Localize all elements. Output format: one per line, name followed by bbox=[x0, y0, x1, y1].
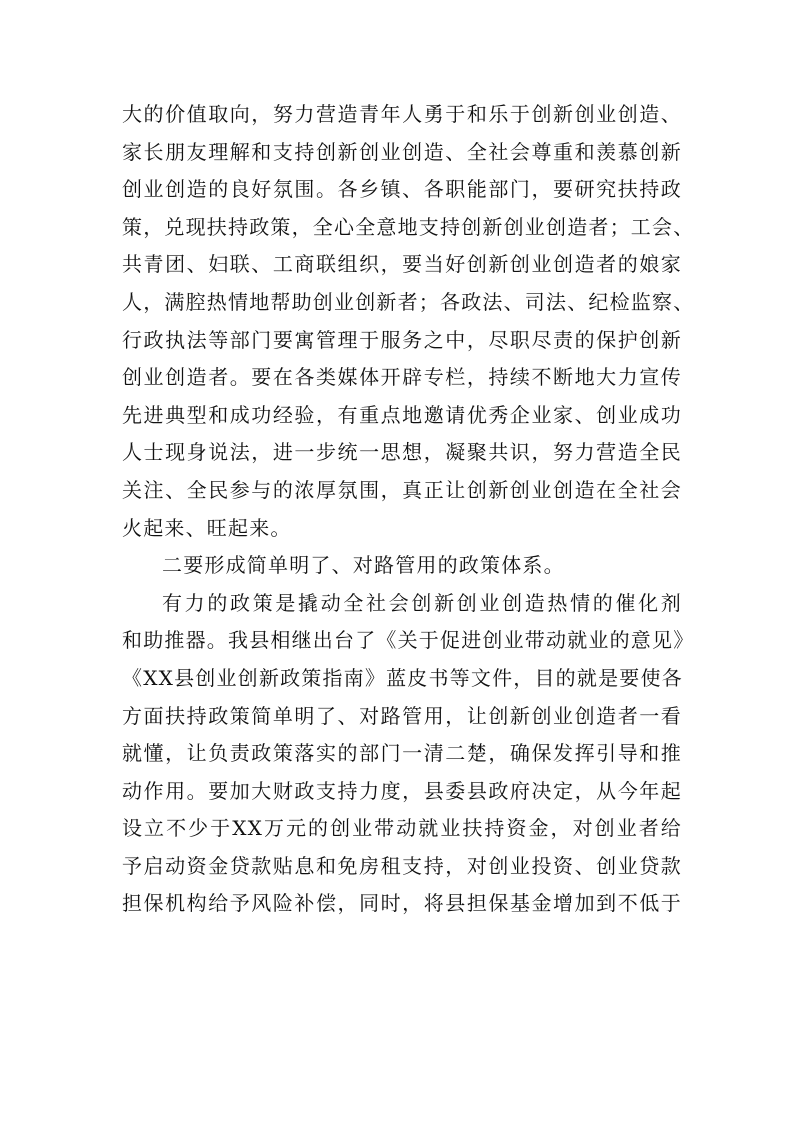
text-line: 设立不少于XX万元的创业带动就业扶持资金，对创业者给 bbox=[122, 816, 682, 841]
text-line: 予启动资金贷款贴息和免房租支持，对创业投资、创业贷款 bbox=[122, 853, 682, 878]
text-line: 和助推器。我县相继出台了《关于促进创业带动就业的意见》 bbox=[122, 628, 695, 653]
text-line: 行政执法等部门要寓管理于服务之中，尽职尽责的保护创新 bbox=[122, 327, 682, 352]
text-line: 《XX县创业创新政策指南》蓝皮书等文件，目的就是要使各 bbox=[122, 665, 683, 690]
text-line: 方面扶持政策简单明了、对路管用，让创新创业创造者一看 bbox=[122, 703, 682, 728]
text-line: 火起来、旺起来。 bbox=[122, 515, 292, 540]
text-line: 家长朋友理解和支持创新创业创造、全社会尊重和羡慕创新 bbox=[122, 139, 682, 164]
text-line: 创业创造的良好氛围。各乡镇、各职能部门，要研究扶持政 bbox=[122, 177, 682, 202]
text-line: 动作用。要加大财政支持力度，县委县政府决定，从今年起 bbox=[122, 778, 682, 803]
paragraph-first-line: 有力的政策是撬动全社会创新创业创造热情的催化剂 bbox=[162, 590, 682, 615]
text-line: 大的价值取向，努力营造青年人勇于和乐于创新创业创造、 bbox=[122, 102, 682, 126]
text-line: 共青团、妇联、工商联组织，要当好创新创业创造者的娘家 bbox=[122, 252, 682, 277]
body-text bbox=[122, 96, 695, 923]
text-line: 人士现身说法，进一步统一思想，凝聚共识，努力营造全民 bbox=[122, 440, 682, 465]
text-line: 创业创造者。要在各类媒体开辟专栏，持续不断地大力宣传 bbox=[122, 365, 682, 390]
text-line: 先进典型和成功经验，有重点地邀请优秀企业家、创业成功 bbox=[122, 402, 682, 427]
text-line: 策，兑现扶持政策，全心全意地支持创新创业创造者；工会、 bbox=[122, 214, 695, 239]
text-line: 关注、全民参与的浓厚氛围，真正让创新创业创造在全社会 bbox=[122, 477, 682, 502]
text-line: 担保机构给予风险补偿，同时，将县担保基金增加到不低于 bbox=[122, 891, 682, 916]
section-heading: 二要形成简单明了、对路管用的政策体系。 bbox=[162, 553, 565, 578]
text-line: 人，满腔热情地帮助创业创新者；各政法、司法、纪检监察、 bbox=[122, 289, 695, 314]
text-line: 就懂，让负责政策落实的部门一清二楚，确保发挥引导和推 bbox=[122, 741, 682, 766]
